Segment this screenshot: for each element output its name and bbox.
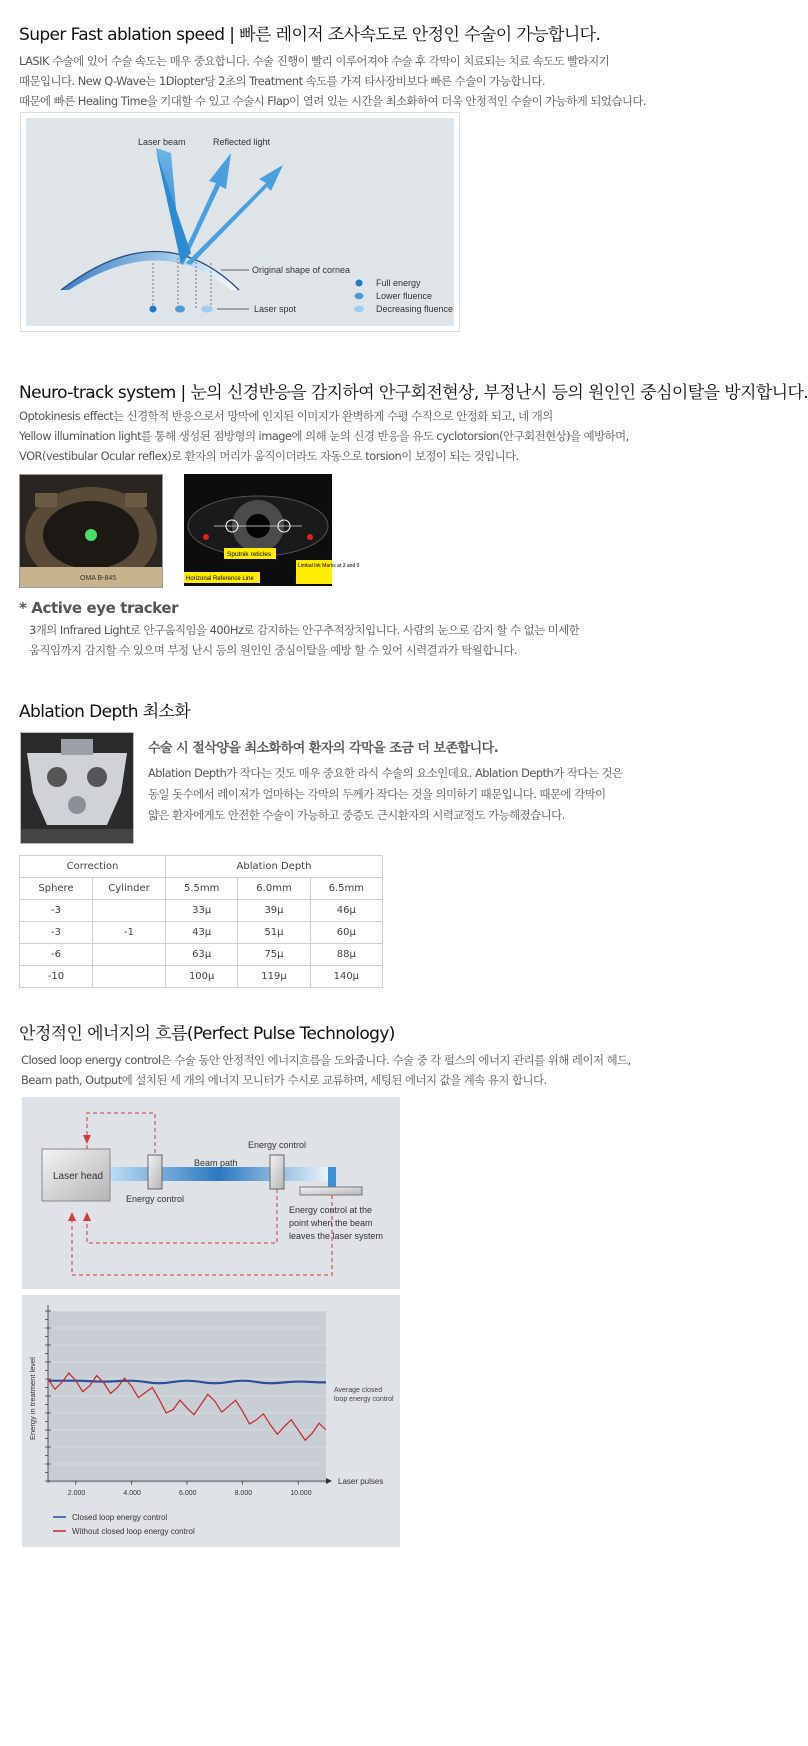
annotation-line-2: loop energy control: [334, 1396, 394, 1403]
plot-area: [48, 1311, 326, 1483]
table-cell: [93, 944, 166, 966]
x-tick-label: 10.000: [290, 1490, 312, 1497]
energy-line-chart: [22, 1295, 400, 1547]
table-cell: 63μ: [166, 944, 238, 966]
ablation-depth-table: [19, 855, 383, 988]
x-axis-label: Laser pulses: [338, 1477, 384, 1486]
table-cell: 60μ: [310, 922, 382, 944]
laser-beam-label: Laser beam: [138, 137, 186, 147]
section2-title: Neuro-track system | 눈의 신경반응을 감지하여 안구회전현상, 부정난시 등의 원인인 중심이탈을 방지합니다.: [19, 383, 808, 403]
section3-body: [148, 763, 623, 826]
x-tick-label: 6.000: [179, 1490, 197, 1497]
section1-line: 때문입니다. New Q-Wave는 1Diopter당 2초의 Treatment 속도를 가져 타사장비보다 빠른 수술이 가능합니다.: [19, 74, 545, 88]
table-cell: 75μ: [238, 944, 310, 966]
horizontal-line-label: Horizonal Reference Line: [186, 576, 254, 582]
table-row: [20, 966, 383, 988]
original-shape-label: Original shape of cornea: [252, 265, 351, 275]
energy-control-label-3b: point when the beam: [289, 1218, 373, 1228]
table-cell: -3: [20, 900, 93, 922]
legend-without-closed-loop: Without closed loop energy control: [72, 1527, 195, 1536]
table-header: Cylinder: [93, 878, 166, 900]
section3-subtitle: 수술 시 절삭양을 최소화하여 환자의 각막을 조금 더 보존합니다.: [148, 741, 499, 756]
eye-tracker-photo: [184, 474, 360, 586]
y-axis-label: Energy in treatment level: [28, 1357, 37, 1440]
section3-line: 얇은 환자에게도 안전한 수술이 가능하고 중증도 근시환자의 시력교정도 가능해졌습니다.: [148, 808, 565, 822]
section2-line: VOR(vestibular Ocular reflex)로 환자의 머리가 움직이더라도 자동으로 torsion이 보정이 되는 것입니다.: [19, 449, 519, 463]
section4-title: 안정적인 에너지의 흐름(Perfect Pulse Technology): [19, 1024, 395, 1044]
legend-decreasing-fluence: Decreasing fluence: [376, 304, 454, 314]
table-cell: 119μ: [238, 966, 310, 988]
tracker-line: 3개의 Infrared Light로 안구움직임을 400Hz로 감지하는 안구추적장치입니다. 사람의 눈으로 감지 할 수 없는 미세한: [29, 623, 580, 637]
section3-line: Ablation Depth가 작다는 것도 매우 중요한 라식 수술의 요소인데요. Ablation Depth가 작다는 것은: [148, 766, 623, 780]
table-row: [20, 944, 383, 966]
energy-flow-diagram: [22, 1097, 400, 1289]
table-header: Correction: [20, 856, 166, 878]
section3-line: 동일 돗수에서 레이저가 얼마하는 각막의 두께가 작다는 것을 의미하기 때문입니다. 때문에 각막이: [148, 787, 606, 801]
section4-line: Closed loop energy control은 수술 동안 안정적인 에너지흐름을 도와줍니다. 수술 중 각 펄스의 에너지 관리를 위해 레이저 헤드,: [21, 1053, 631, 1067]
table-cell: 46μ: [310, 900, 382, 922]
laser-head-photo: [19, 474, 163, 588]
table-header: 6.0mm: [238, 878, 310, 900]
table-row: [20, 900, 383, 922]
active-eye-tracker-body: [29, 620, 579, 660]
table-row: [20, 922, 383, 944]
photo1-caption: OMA B-845: [80, 575, 117, 582]
section1-body: [19, 51, 646, 111]
table-cell: 140μ: [310, 966, 382, 988]
beam-path-label: Beam path: [194, 1158, 238, 1168]
section3-title: Ablation Depth 최소화: [19, 702, 191, 722]
section2-line: Yellow illumination light를 통해 생성된 점방형의 image에 의해 눈의 신경 반응을 유도 cyclotorsion(안구회전현상)을 예방하며,: [19, 429, 629, 443]
device-photo: [20, 732, 134, 844]
table-header: 6.5mm: [310, 878, 382, 900]
tracker-line: 움직임까지 감지할 수 있으며 부정 난시 등의 원인인 중심이탈을 예방 할 수 있어 시력결과가 탁월합니다.: [29, 643, 517, 657]
section1-title: Super Fast ablation speed | 빠른 레이저 조사속도로 안정인 수술이 가능합니다.: [19, 25, 601, 45]
table-header: Ablation Depth: [166, 856, 383, 878]
table-group-header-row: [20, 856, 383, 878]
table-cell: 33μ: [166, 900, 238, 922]
table-header: Sphere: [20, 878, 93, 900]
section2-body: [19, 406, 629, 466]
table-cell: 39μ: [238, 900, 310, 922]
laser-spot-label: Laser spot: [254, 304, 297, 314]
energy-control-label-3a: Energy control at the: [289, 1205, 373, 1215]
section4-body: [21, 1050, 631, 1090]
laser-beam-diagram: [21, 113, 459, 331]
active-eye-tracker-title: * Active eye tracker: [19, 599, 179, 617]
x-tick-label: 8.000: [234, 1490, 253, 1497]
x-tick-label: 2.000: [67, 1490, 86, 1497]
table-cell: -10: [20, 966, 93, 988]
table-subheader-row: [20, 878, 383, 900]
energy-control-label-1: Energy control: [126, 1194, 185, 1204]
section1-line: LASIK 수술에 있어 수술 속도는 매우 중요합니다. 수술 진행이 빨리 이루어져야 수술 후 각막이 치료되는 치료 속도도 빨라지기: [19, 54, 610, 68]
legend-closed-loop: Closed loop energy control: [72, 1513, 168, 1522]
table-cell: -3: [20, 922, 93, 944]
x-tick-label: 4.000: [123, 1490, 141, 1497]
energy-control-label-3c: leaves the laser system: [289, 1231, 384, 1241]
section1-line: 때문에 빠른 Healing Time을 기대할 수 있고 수술시 Flap이 열려 있는 시간을 최소화하여 더욱 안정적인 수술이 가능하게 되었습니다.: [19, 94, 646, 108]
table-cell: 51μ: [238, 922, 310, 944]
table-cell: 43μ: [166, 922, 238, 944]
table-cell: [93, 900, 166, 922]
ablation-speed-figure: [20, 112, 460, 332]
sputnik-label: Sputnik reticles: [227, 551, 272, 558]
table-cell: 100μ: [166, 966, 238, 988]
table-cell: [93, 966, 166, 988]
limbal-label: Limbal Ink Marks at 3 and 9: [298, 563, 360, 569]
energy-control-label-2: Energy control: [248, 1140, 307, 1150]
section4-line: Beam path, Output에 설치된 세 개의 에너지 모니터가 수시로 교류하며, 세팅된 에너지 값을 계속 유지 합니다.: [21, 1073, 547, 1087]
table-cell: 88μ: [310, 944, 382, 966]
table-cell: -6: [20, 944, 93, 966]
table-cell: -1: [93, 922, 166, 944]
cornea-shape: [61, 252, 239, 291]
annotation-line-1: Average closed: [334, 1387, 383, 1394]
laser-head-label: Laser head: [53, 1171, 104, 1182]
table-header: 5.5mm: [166, 878, 238, 900]
legend-lower-fluence: Lower fluence: [376, 291, 433, 301]
legend-full-energy: Full energy: [376, 278, 421, 288]
section2-line: Optokinesis effect는 신경학적 반응으로서 망막에 인지된 이미지가 완벽하게 수평 수직으로 안정화 되고, 네 개의: [19, 409, 553, 423]
reflected-light-label: Reflected light: [213, 137, 271, 147]
energy-chart-panel: [22, 1295, 400, 1547]
